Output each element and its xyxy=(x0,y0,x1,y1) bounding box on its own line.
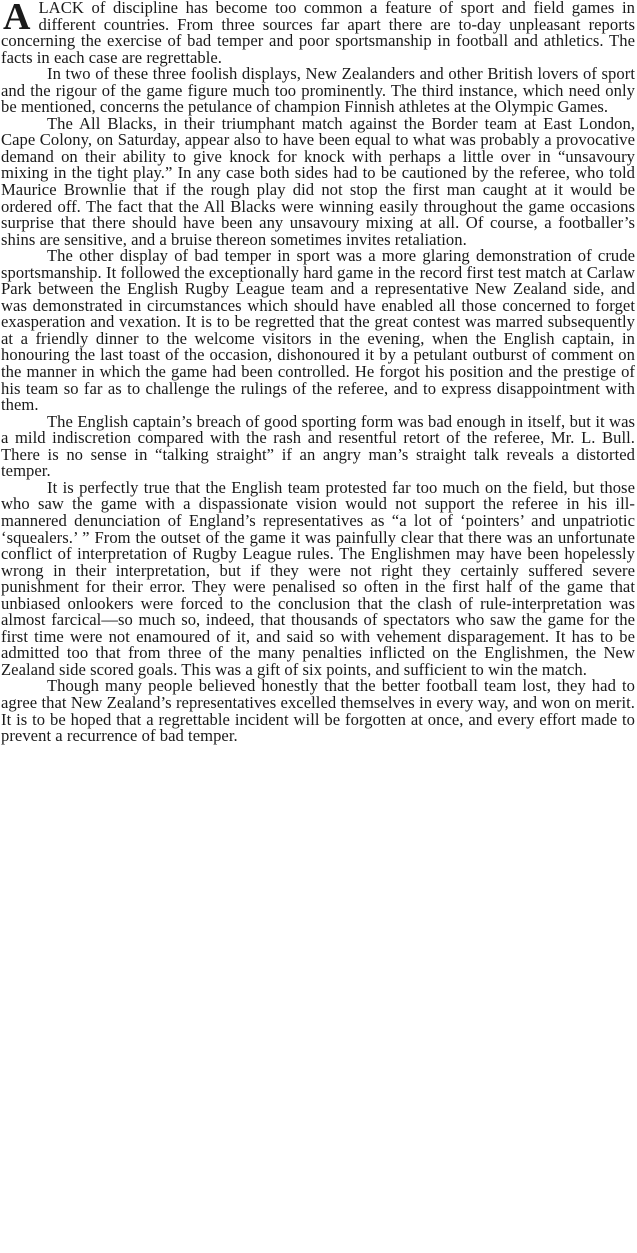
article-paragraph-2: In two of these three foolish displays, New Zealanders and other British lovers of sport and the rigour of the game figure much too prominently. The third instance, which need only be mentioned, concerns the petulance of champion Finnish athletes at the Olympic Games. xyxy=(1,64,635,117)
article-paragraph-7: Though many people believed honestly that the better football team lost, they had to agree that New Zealand’s representatives excelled themselves in every way, and won on merit. It is to be hoped that a regrettable incident will be forgotten at once, and every effort made to prevent a recurrence of bad temper. xyxy=(1,676,635,746)
drop-cap: A xyxy=(3,0,31,38)
paragraph-text: LACK of discipline has become too common a feature of sport and field games in different countries. From three sources far apart there are to-day unpleasant reports concerning the exercise of bad temper and poor sportsmanship in football and athletics. The facts in each case are regrettable. xyxy=(1,0,635,67)
article-paragraph-4: The other display of bad temper in sport was a more glaring demonstration of crude sportsmanship. It followed the exceptionally hard game in the record first test match at Carlaw Park between the English Rugby League team and a representative New Zealand side, and was demonstrated in circumstances which should have enabled all those concerned to forget exasperation and vexation. It is to be regretted that the great contest was marred subsequently at a friendly dinner to the welcome visitors in the evening, when the English captain, in honouring the last toast of the occasion, dishonoured it by a petulant outburst of comment on the manner in which the game had been controlled. He forgot his position and the prestige of his team so far as to challenge the rulings of the referee, and to express disappointment with them. xyxy=(1,246,635,415)
article-paragraph-6: It is perfectly true that the English team protested far too much on the field, but those who saw the game with a dispassionate vision would not support the referee in his ill-mannered denunciation of England’s representatives as “a lot of ‘pointers’ and unpatriotic ‘squealers.’ ” From the outset of the game it was painfully clear that there was an unfortunate conflict of interpretation of Rugby League rules. The Englishmen may have been hopelessly wrong in their interpretation, but if they were not right they certainly suffered severe punishment for their error. They were penalised so often in the first half of the game that unbiased onlookers were forced to the conclusion that the clash of rule-interpretation was almost farcical—so much so, indeed, that thousands of spectators who saw the game for the first time were not enamoured of it, and said so with vehement disparagement. It has to be admitted too that from three of the many penalties inflicted on the Englishmen, the New Zealand side scored goals. This was a gift of six points, and sufficient to win the match. xyxy=(1,477,635,679)
article-paragraph-3: The All Blacks, in their triumphant match against the Border team at East London, Cape Colony, on Saturday, appear also to have been equal to what was probably a provocative demand on their ability to give knock for knock with perhaps a little over in “unsavoury mixing in the tight play.” In any case both sides had to be cautioned by the referee, who told Maurice Brownlie that if the rough play did not stop the first man caught at it would be ordered off. The fact that the All Blacks were winning easily throughout the game occasions surprise that there should have been any unsavoury mixing at all. Of course, a footballer’s shins are sensitive, and a bruise thereon sometimes invites retaliation. xyxy=(1,113,635,249)
article-paragraph-1 xyxy=(1,0,635,66)
article-paragraph-5: The English captain’s breach of good sporting form was bad enough in itself, but it was a mild indiscretion compared with the rash and resentful retort of the referee, Mr. L. Bull. There is no sense in “talking straight” if an angry man’s straight talk reveals a distorted temper. xyxy=(1,411,635,481)
